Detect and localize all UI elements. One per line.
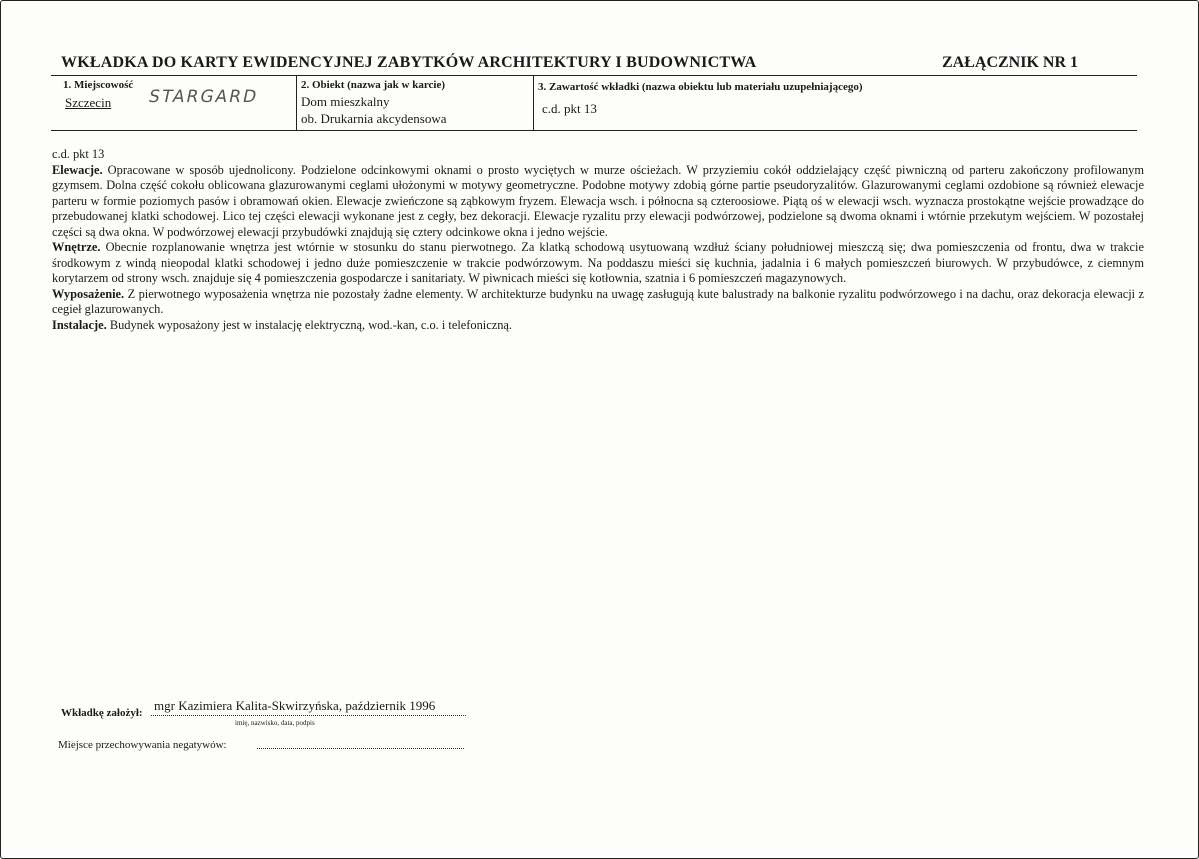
elevations-heading: Elewacje. [52,162,103,177]
insert-content-value: c.d. pkt 13 [542,101,597,116]
object-name: Dom mieszkalny [301,94,390,109]
interior-text: Obecnie rozplanowanie wnętrza jest wtórnie w stosunku do stanu pierwotnego. Za klatką schodową usytuowaną wzdłuż ściany południowej mieszczą się; dwa pomieszczenia od frontu, dwa w trakcie środkowym z windą nieopodal klatki schodowej i jedno duże pomieszczenie w trakcie podwórzowym. Na poddaszu mieści się kuchnia, jadalnia i 6 małych pomieszczeń biurowych. W przybudówce, z ciemnym korytarzem od strony wsch. znajduje się 4 pomieszczenia gospodarcze i sanitariaty. W piwnicach mieści się kotłownia, szatnia i 6 pomieszczeń magazynowych. [52,240,1144,285]
header-bottom-rule [51,130,1137,131]
founder-caption: imię, nazwisko, data, podpis [235,719,315,727]
intro-line: c.d. pkt 13 [52,147,105,161]
annex-label: ZAŁĄCZNIK NR 1 [942,54,1079,71]
founder-label: Wkładkę założył: [61,707,143,719]
negatives-dotted-line [257,748,464,749]
furnishings-paragraph [52,287,1144,318]
description-text [52,147,1144,333]
locality-label: 1. Miejscowość [63,79,134,91]
installations-heading: Instalacje. [52,317,107,332]
object-label: 2. Obiekt (nazwa jak w karcie) [301,79,446,91]
handwritten-locality: STARGARD [146,87,261,107]
interior-paragraph [52,240,1144,287]
interior-heading: Wnętrze. [52,240,101,254]
elevations-paragraph [52,163,1144,241]
column-divider-1 [296,75,297,130]
elevations-text: Opracowane w sposób ujednolicony. Podzielone odcinkowymi oknami o prosto wyciętych w murze ościeżach. W przyziemiu cokół oddzielający część piwniczną od parteru zakończony profilowanym gzymsem. Dolna część cokołu oblicowana glazurowanymi ceglami ułożonymi w motywy geometryczne. Podobne motywy zdobią górne partie pseudoryzalitów. Glazurowanymi ceglami ozdobione są również elewacje parteru w formie poziomych pasów i obramowań okien. Elewacje zwieńczone są ząbkowym fryzem. Elewacja wsch. i północna są czteroosiowe. Piątą oś w elewacji wsch. wyznacza prostokątne wejście prowadzące do przebudowanej klatki schodowej. Lico tej części elewacji wykonane jest z cegły, bez dekoracji. Elewacje ryzalitu przy elewacji podwórzowej, podzielone są dwoma oknami i wtórnie przekutym wejściem. W pozostałej części są dwa okna. W podwórzowej elewacji przybudówki znajdują się cztery odcinkowe okna i jedno wejście. [52,162,1144,239]
founder-dotted-line [151,715,466,716]
founder-value: mgr Kazimiera Kalita-Skwirzyńska, październik 1996 [154,698,436,713]
installations-text: Budynek wyposażony jest w instalację elektryczną, wod.-kan, c.o. i telefoniczną. [106,317,513,332]
object-former-use: ob. Drukarnia akcydensowa [301,111,447,126]
furnishings-heading: Wyposażenie. [52,286,125,301]
furnishings-text: Z pierwotnego wyposażenia wnętrza nie pozostały żadne elementy. W architekturze budynku na uwagę zasługują kute balustrady na balkonie ryzalitu podwórzowego i na dachu, oraz dekoracja elewacji z cegieł glazurowanych. [52,286,1144,316]
negatives-label: Miejsce przechowywania negatywów: [58,739,227,751]
locality-value: Szczecin [65,95,112,110]
document-title: WKŁADKA DO KARTY EWIDENCYJNEJ ZABYTKÓW ARCHITEKTURY I BUDOWNICTWA [61,54,757,71]
insert-content-label: 3. Zawartość wkładki (nazwa obiektu lub materiału uzupełniającego) [538,81,863,93]
column-divider-2 [533,75,534,130]
installations-paragraph [52,318,1144,334]
header-top-rule [51,75,1137,76]
